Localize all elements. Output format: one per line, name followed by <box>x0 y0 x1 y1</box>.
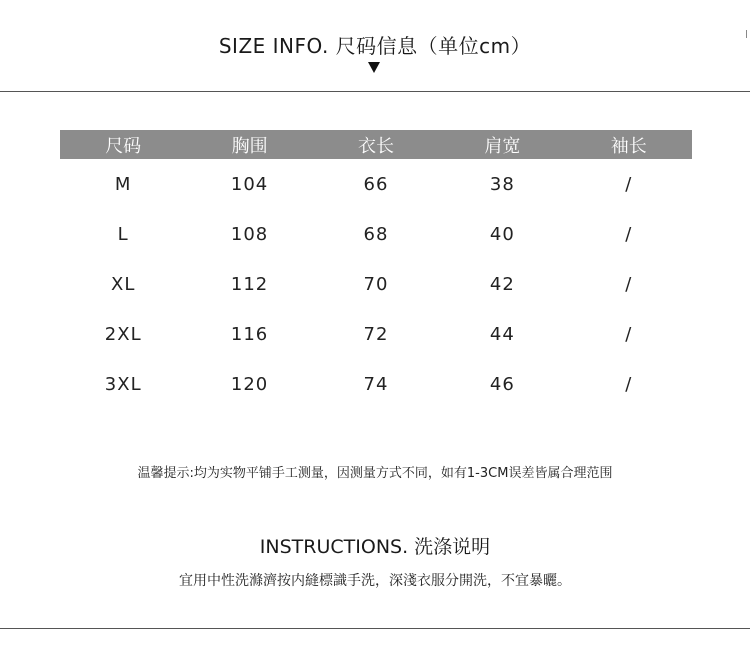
table-cell: 46 <box>489 373 515 395</box>
table-row <box>60 259 692 309</box>
table-cell: / <box>625 273 633 295</box>
table-cell: 74 <box>363 373 389 395</box>
table-cell: 70 <box>363 273 389 295</box>
table-cell: 66 <box>363 173 389 195</box>
size-info-title: SIZE INFO. 尺码信息（单位cm） <box>218 34 532 58</box>
table-cell: 38 <box>489 173 515 195</box>
instructions-title: INSTRUCTIONS. 洗涤说明 <box>259 536 491 558</box>
column-header-shoulder: 肩宽 <box>439 130 565 159</box>
table-cell: 3XL <box>104 373 142 395</box>
table-cell: 44 <box>489 323 515 345</box>
table-cell: 104 <box>230 173 269 195</box>
table-cell: 2XL <box>104 323 142 345</box>
table-cell: / <box>625 323 633 345</box>
column-header-sleeve: 袖长 <box>566 130 692 159</box>
edge-mark <box>746 30 747 38</box>
table-cell: 40 <box>489 223 515 245</box>
column-header-length: 衣长 <box>313 130 439 159</box>
table-cell: 42 <box>489 273 515 295</box>
table-row <box>60 209 692 259</box>
table-cell: 108 <box>230 223 269 245</box>
table-cell: 112 <box>230 273 269 295</box>
table-row <box>60 159 692 209</box>
size-table-header-row <box>60 130 692 159</box>
table-cell: XL <box>111 273 136 295</box>
table-cell: 116 <box>230 323 269 345</box>
bottom-divider <box>0 628 750 629</box>
table-cell: / <box>625 173 633 195</box>
measurement-note: 温馨提示:均为实物平铺手工测量，因测量方式不同，如有1-3CM误差皆属合理范围 <box>137 466 613 481</box>
table-row <box>60 359 692 409</box>
size-table <box>60 130 692 409</box>
table-cell: 120 <box>230 373 269 395</box>
table-cell: / <box>625 223 633 245</box>
table-cell: L <box>117 223 129 245</box>
top-divider <box>0 91 750 92</box>
table-cell: 68 <box>363 223 389 245</box>
table-cell: M <box>114 173 132 195</box>
column-header-chest: 胸围 <box>186 130 312 159</box>
instructions-text: 宜用中性洗滌濟按内縫標識手洗，深淺衣服分開洗，不宜暴曬。 <box>179 573 571 589</box>
column-header-size: 尺码 <box>60 130 186 159</box>
table-cell: 72 <box>363 323 389 345</box>
triangle-down-icon <box>368 62 380 73</box>
table-row <box>60 309 692 359</box>
table-cell: / <box>625 373 633 395</box>
